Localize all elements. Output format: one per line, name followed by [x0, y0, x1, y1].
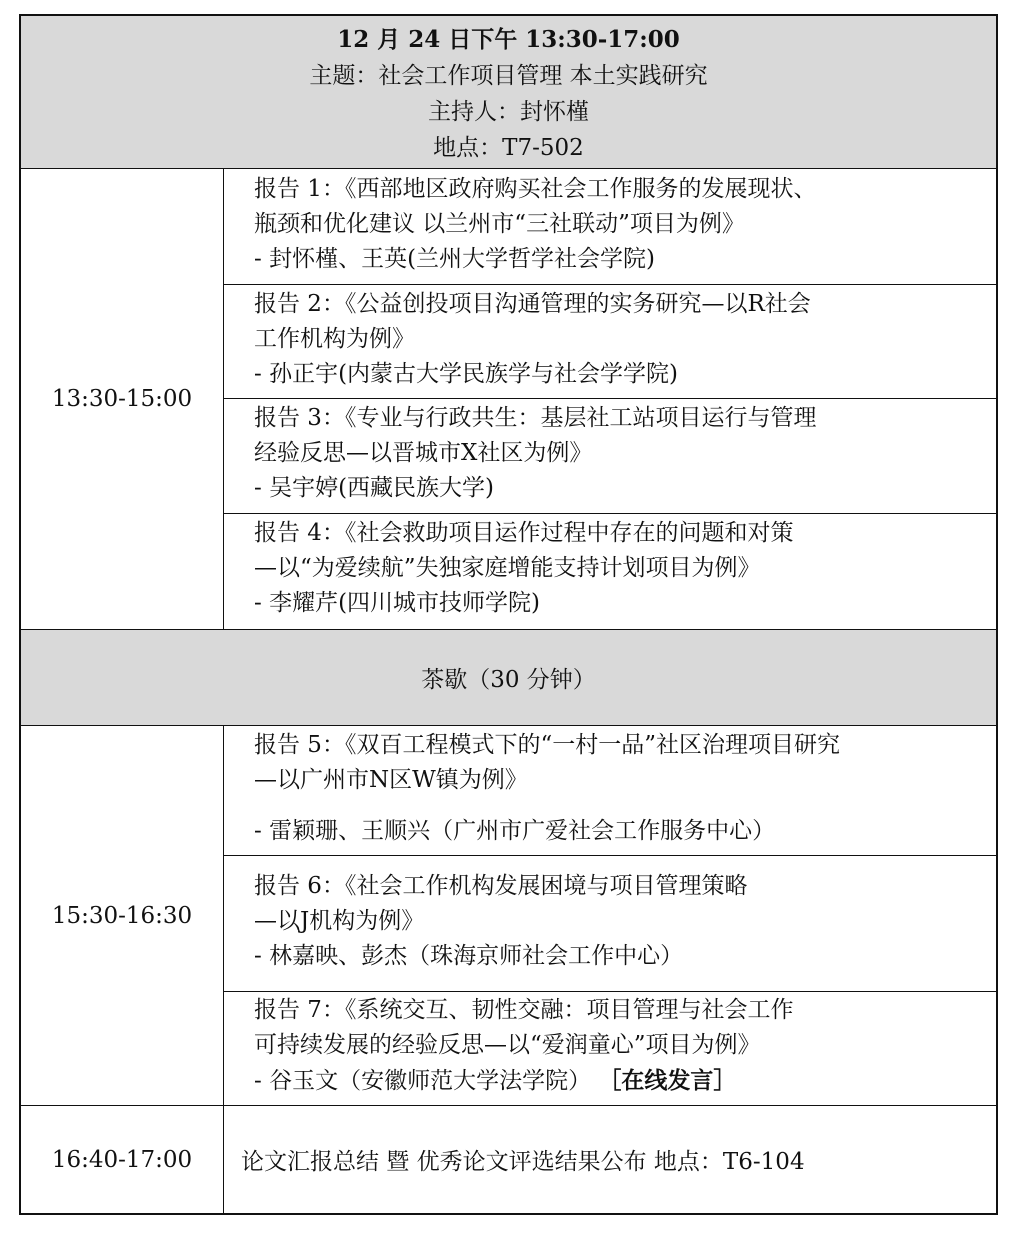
report-title: 报告 7：《系统交互、韧性交融：项目管理与社会工作	[254, 997, 794, 1023]
schedule-table	[19, 14, 998, 1215]
report-2	[224, 287, 996, 392]
report-author	[254, 1063, 996, 1099]
theme-line: 主题：社会工作项目管理 本土实践研究	[309, 63, 708, 89]
row-divider	[224, 991, 996, 992]
report-title-cont: —以J机构为例》	[254, 908, 425, 934]
host-line: 主持人：封怀槿	[428, 99, 589, 125]
report-title-cont: 工作机构为例》	[254, 326, 415, 352]
tea-break-row: 茶歇（30 分钟）	[21, 630, 996, 725]
closing-time: 16:40-17:00	[21, 1106, 224, 1213]
row-divider	[224, 284, 996, 285]
report-title: 报告 3：《专业与行政共生：基层社工站项目运行与管理	[254, 405, 817, 431]
report-title-cont: —以“为爱续航”失独家庭增能支持计划项目为例》	[254, 555, 761, 581]
report-title: 报告 4：《社会救助项目运作过程中存在的问题和对策	[254, 520, 794, 546]
report-5	[224, 728, 996, 849]
report-title-cont: 可持续发展的经验反思—以“爱润童心”项目为例》	[254, 1032, 761, 1058]
row-divider	[224, 398, 996, 399]
report-author: - 林嘉映、彭杰（珠海京师社会工作中心）	[254, 943, 684, 969]
report-author-text: - 谷玉文（安徽师范大学法学院）	[254, 1068, 592, 1094]
date-line: 12 月 24 日下午 13:30-17:00	[337, 26, 680, 53]
report-author: - 李耀芹(四川城市技师学院)	[254, 590, 541, 616]
venue-line: 地点：T7-502	[433, 135, 584, 161]
report-author: - 孙正宇(内蒙古大学民族学与社会学学院)	[254, 361, 679, 387]
row-divider	[224, 855, 996, 856]
closing-text: 论文汇报总结 暨 优秀论文评选结果公布 地点：T6-104	[241, 1149, 805, 1175]
report-title: 报告 6：《社会工作机构发展困境与项目管理策略	[254, 873, 748, 899]
report-3	[224, 401, 996, 506]
report-4	[224, 516, 996, 621]
report-6	[224, 869, 996, 974]
report-author: - 吴宇婷(西藏民族大学)	[254, 475, 495, 501]
session2-time: 15:30-16:30	[21, 726, 224, 1106]
session-header	[21, 16, 996, 169]
report-author: - 封怀槿、王英(兰州大学哲学社会学院)	[254, 246, 656, 272]
report-title: 报告 1：《西部地区政府购买社会工作服务的发展现状、	[254, 176, 817, 202]
report-title-cont: 经验反思—以晋城市X社区为例》	[254, 440, 593, 466]
report-1	[224, 172, 996, 277]
report-author: - 雷颖珊、王顺兴（广州市广爱社会工作服务中心）	[254, 818, 776, 844]
report-title: 报告 2：《公益创投项目沟通管理的实务研究—以R社会	[254, 291, 811, 317]
session1-time: 13:30-15:00	[21, 169, 224, 629]
report-title-cont: —以广州市N区W镇为例》	[254, 767, 528, 793]
row-divider	[224, 513, 996, 514]
report-title-cont: 瓶颈和优化建议 以兰州市“三社联动”项目为例》	[254, 211, 745, 237]
online-badge: ［在线发言］	[598, 1067, 737, 1094]
report-title: 报告 5：《双百工程模式下的“一村一品”社区治理项目研究	[254, 732, 840, 758]
report-7	[224, 993, 996, 1099]
